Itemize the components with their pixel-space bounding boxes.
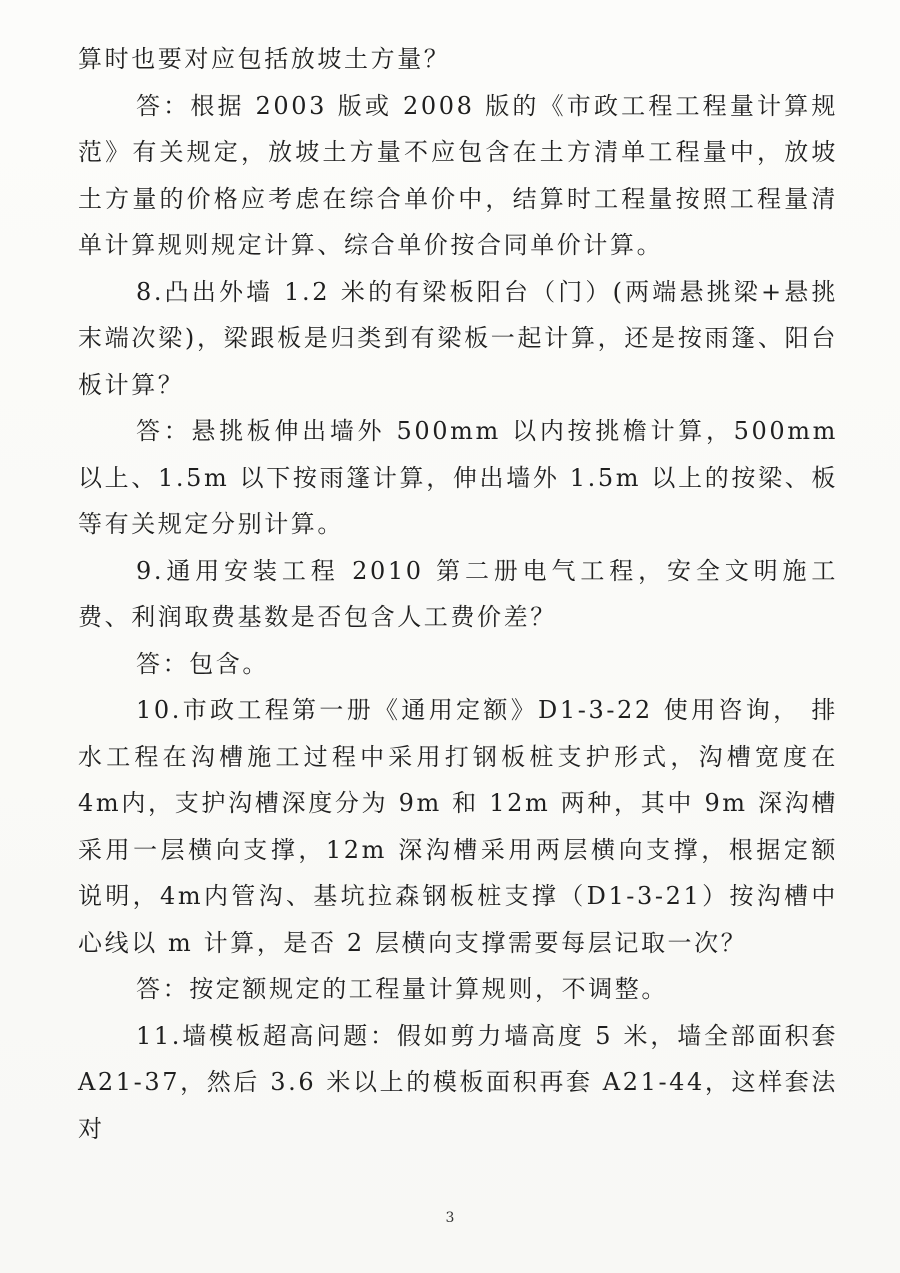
answer-7: 答：根据 2003 版或 2008 版的《市政工程工程量计算规范》有关规定，放坡土方量不应包含在土方清单工程量中，放坡土方量的价格应考虑在综合单价中，结算时工程量按照工程量清单计算规则规定计算、综合单价按合同单价计算。	[78, 91, 838, 259]
document-body	[78, 36, 838, 1152]
answer-9: 答：包含。	[136, 649, 269, 678]
answer-8: 答：悬挑板伸出墙外 500mm 以内按挑檐计算，500mm 以上、1.5m 以下按雨篷计算，伸出墙外 1.5m 以上的按梁、板等有关规定分别计算。	[78, 417, 838, 538]
question-9: 9.通用安装工程 2010 第二册电气工程，安全文明施工费、利润取费基数是否包含人工费价差？	[78, 556, 838, 631]
question-11: 11.墙模板超高问题：假如剪力墙高度 5 米，墙全部面积套A21-37，然后 3.6 米以上的模板面积再套 A21-44，这样套法对	[78, 1021, 838, 1143]
question-8: 8.凸出外墙 1.2 米的有梁板阳台（门）(两端悬挑梁+悬挑末端次梁)，梁跟板是归类到有梁板一起计算，还是按雨篷、阳台板计算？	[78, 277, 838, 399]
page-number: 3	[445, 1210, 455, 1226]
paragraph-continuation: 算时也要对应包括放坡土方量？	[78, 45, 451, 73]
answer-10: 答：按定额规定的工程量计算规则，不调整。	[136, 975, 668, 1003]
question-10: 10.市政工程第一册《通用定额》D1-3-22 使用咨询， 排水工程在沟槽施工过程中采用打钢板桩支护形式，沟槽宽度在 4m内，支护沟槽深度分为 9m 和 12m 两种，其中 9m 深沟槽采用一层横向支撑，12m 深沟槽采用两层横向支撑，根据定额说明，4m内管沟、基坑拉森钢板桩支撑（D1-3-21）按沟槽中心线以 m 计算，是否 2 层横向支撑需要每层记取一次？	[78, 696, 838, 957]
